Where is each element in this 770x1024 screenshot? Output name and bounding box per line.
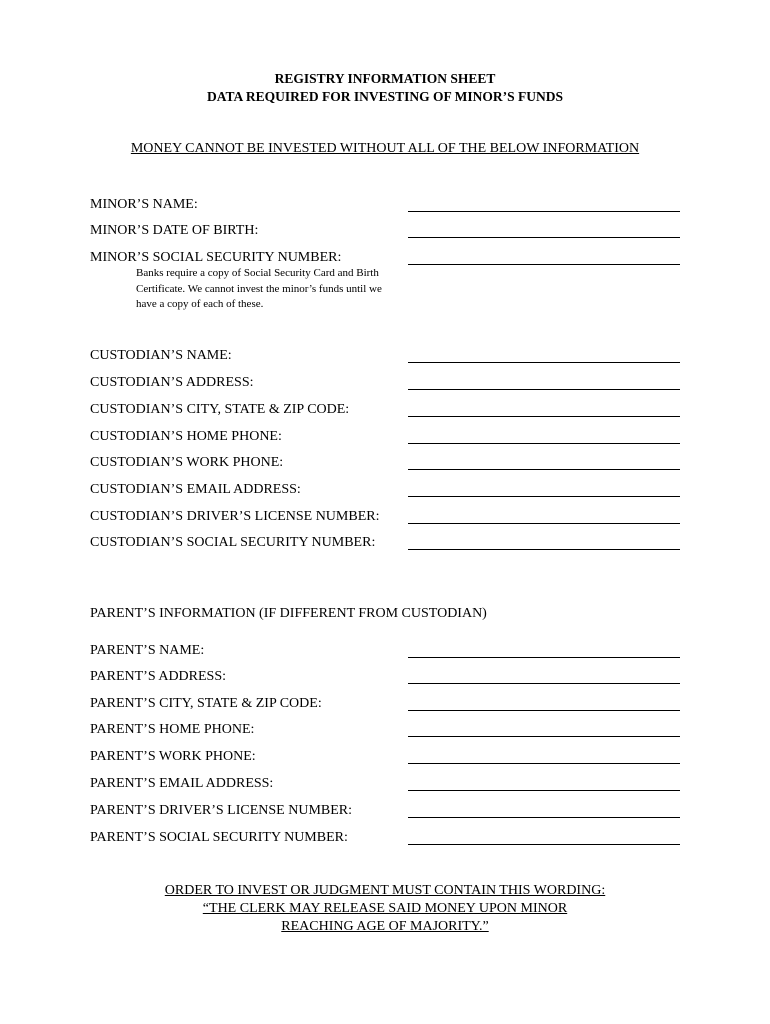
field-label: CUSTODIAN’S CITY, STATE & ZIP CODE:	[90, 402, 350, 417]
custodian-email-row	[90, 481, 680, 501]
field-label: PARENT’S ADDRESS:	[90, 669, 227, 684]
field-label: MINOR’S DATE OF BIRTH:	[90, 223, 259, 238]
minor-ssn-blank[interactable]	[408, 264, 680, 265]
parent-city-row	[90, 695, 680, 715]
custodian-city-blank[interactable]	[408, 416, 680, 417]
requirement-notice: MONEY CANNOT BE INVESTED WITHOUT ALL OF THE BELOW INFORMATION	[130, 141, 640, 156]
minor-name-blank[interactable]	[408, 211, 680, 212]
field-label: CUSTODIAN’S EMAIL ADDRESS:	[90, 482, 301, 497]
custodian-address-row	[90, 374, 680, 394]
parent-work-phone-blank[interactable]	[408, 763, 680, 764]
form-subtitle: DATA REQUIRED FOR INVESTING OF MINOR’S FUNDS	[206, 89, 564, 104]
custodian-license-row	[90, 508, 680, 528]
custodian-work-phone-blank[interactable]	[408, 469, 680, 470]
parent-ssn-blank[interactable]	[408, 844, 680, 845]
custodian-home-phone-row	[90, 428, 680, 448]
custodian-home-phone-blank[interactable]	[408, 443, 680, 444]
field-label: MINOR’S NAME:	[90, 197, 198, 212]
document-requirement-note: Banks require a copy of Social Security Card and Birth Certificate. We cannot invest the minor’s funds until we have a copy of each of these.	[136, 267, 382, 310]
parent-address-blank[interactable]	[408, 683, 680, 684]
parent-work-phone-row	[90, 748, 680, 768]
footer-line-3: REACHING AGE OF MAJORITY.”	[281, 919, 489, 934]
parent-license-row	[90, 802, 680, 822]
form-title: REGISTRY INFORMATION SHEET	[274, 71, 496, 86]
custodian-name-row	[90, 347, 680, 367]
parent-name-blank[interactable]	[408, 657, 680, 658]
field-label: CUSTODIAN’S WORK PHONE:	[90, 455, 284, 470]
field-label: CUSTODIAN’S ADDRESS:	[90, 375, 254, 390]
parent-home-phone-blank[interactable]	[408, 736, 680, 737]
minor-name-row	[90, 196, 680, 216]
minor-dob-blank[interactable]	[408, 237, 680, 238]
field-label: PARENT’S DRIVER’S LICENSE NUMBER:	[90, 803, 353, 818]
field-label: CUSTODIAN’S HOME PHONE:	[90, 429, 282, 444]
field-label: PARENT’S EMAIL ADDRESS:	[90, 776, 274, 791]
footer-line-2: “THE CLERK MAY RELEASE SAID MONEY UPON MINOR	[202, 901, 568, 916]
custodian-license-blank[interactable]	[408, 523, 680, 524]
field-label: PARENT’S SOCIAL SECURITY NUMBER:	[90, 830, 348, 845]
parent-email-blank[interactable]	[408, 790, 680, 791]
field-label: PARENT’S HOME PHONE:	[90, 722, 255, 737]
parent-address-row	[90, 668, 680, 688]
field-label: CUSTODIAN’S DRIVER’S LICENSE NUMBER:	[90, 509, 380, 524]
field-label: PARENT’S WORK PHONE:	[90, 749, 256, 764]
field-label: CUSTODIAN’S NAME:	[90, 348, 232, 363]
footer-line-1: ORDER TO INVEST OR JUDGMENT MUST CONTAIN THIS WORDING:	[164, 883, 606, 898]
custodian-city-row	[90, 401, 680, 421]
parent-name-row	[90, 642, 680, 662]
custodian-address-blank[interactable]	[408, 389, 680, 390]
custodian-name-blank[interactable]	[408, 362, 680, 363]
order-wording-footer	[0, 882, 770, 936]
parent-email-row	[90, 775, 680, 795]
parent-home-phone-row	[90, 721, 680, 741]
parent-city-blank[interactable]	[408, 710, 680, 711]
parent-ssn-row	[90, 829, 680, 849]
custodian-work-phone-row	[90, 454, 680, 474]
field-label: PARENT’S CITY, STATE & ZIP CODE:	[90, 696, 322, 711]
field-label: PARENT’S NAME:	[90, 643, 205, 658]
minor-dob-row	[90, 222, 680, 242]
custodian-ssn-row	[90, 534, 680, 554]
field-label: MINOR’S SOCIAL SECURITY NUMBER:	[90, 250, 342, 265]
field-label: CUSTODIAN’S SOCIAL SECURITY NUMBER:	[90, 535, 376, 550]
parent-section-heading: PARENT’S INFORMATION (IF DIFFERENT FROM CUSTODIAN)	[90, 606, 487, 621]
custodian-ssn-blank[interactable]	[408, 549, 680, 550]
parent-license-blank[interactable]	[408, 817, 680, 818]
custodian-email-blank[interactable]	[408, 496, 680, 497]
